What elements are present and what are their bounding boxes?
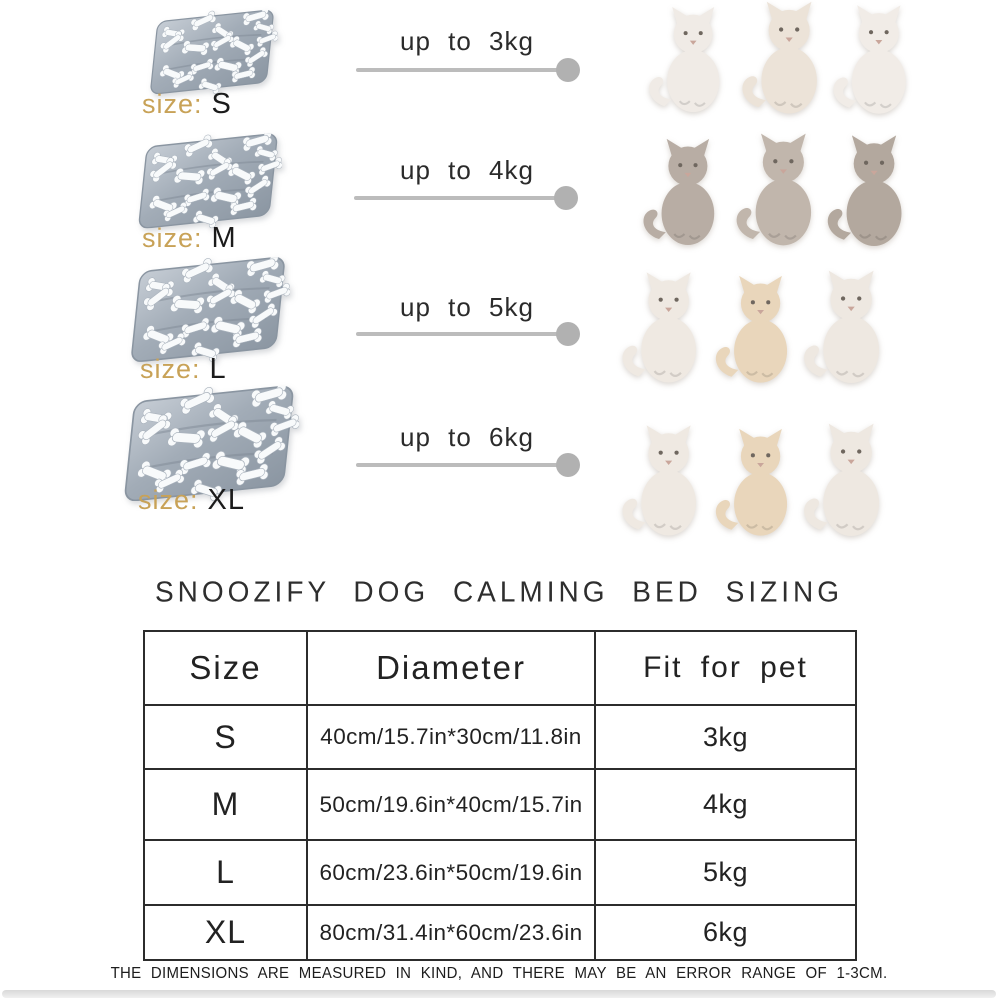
table-header-size: Size <box>145 632 308 706</box>
size-label-value: M <box>211 222 237 254</box>
mat-image-m <box>134 133 282 229</box>
size-label-prefix: size: <box>140 354 201 384</box>
size-label-prefix: size: <box>142 89 203 119</box>
weight-limit-text: up to 6kg <box>400 422 534 452</box>
table-header-diameter: Diameter <box>308 632 596 706</box>
table-cell-size: S <box>145 706 308 770</box>
indicator-line <box>354 196 557 200</box>
size-label-l <box>140 353 227 386</box>
table-header-fit: Fit for pet <box>596 632 855 706</box>
indicator-dot-icon <box>556 58 580 82</box>
mat-image-s <box>146 10 278 94</box>
cats-photo-row-4 <box>614 396 896 564</box>
table-cell-fit: 6kg <box>702 917 749 947</box>
table-cell-diameter: 60cm/23.6in*50cm/19.6in <box>308 841 596 906</box>
size-label-value: XL <box>207 484 246 516</box>
dimensions-disclaimer: THE DIMENSIONS ARE MEASURED IN KIND, AND THERE MAY BE AN ERROR RANGE OF 1-3CM. <box>110 964 888 983</box>
indicator-dot-icon <box>554 186 578 210</box>
page-title: SNOOZIFY DOG CALMING BED SIZING <box>155 575 843 608</box>
table-cell-diameter: 40cm/15.7in*30cm/11.8in <box>308 706 596 770</box>
table-cell-size: XL <box>145 906 308 959</box>
indicator-line <box>356 463 559 467</box>
bottom-edge-bar <box>2 990 996 998</box>
weight-indicator <box>356 58 580 82</box>
indicator-dot-icon <box>556 453 580 477</box>
weight-limit-text: up to 5kg <box>400 292 534 322</box>
cats-photo-row-2 <box>612 130 944 248</box>
sizing-table <box>143 630 857 961</box>
table-cell-size: L <box>145 841 308 906</box>
weight-indicator <box>354 186 578 210</box>
table-cell-size: M <box>145 770 308 841</box>
size-label-value: L <box>209 353 227 385</box>
cats-photo-row-1 <box>626 0 938 118</box>
size-label-xl <box>138 484 245 517</box>
weight-indicator <box>356 453 580 477</box>
size-label-prefix: size: <box>138 485 199 515</box>
table-cell-diameter: 80cm/31.4in*60cm/23.6in <box>308 906 596 959</box>
size-label-value: S <box>211 88 232 120</box>
weight-limit-text: up to 3kg <box>400 26 534 56</box>
size-label-s <box>142 88 232 121</box>
indicator-line <box>356 332 559 336</box>
cats-photo-row-3 <box>614 252 896 402</box>
table-cell-fit: 3kg <box>596 706 855 770</box>
table-cell-fit: 4kg <box>596 770 855 841</box>
table-cell-diameter: 50cm/19.6in*40cm/15.7in <box>308 770 596 841</box>
weight-limit-text: up to 4kg <box>400 155 534 185</box>
weight-indicator <box>356 322 580 346</box>
mat-image-l <box>126 257 290 362</box>
indicator-line <box>356 68 559 72</box>
table-cell-fit: 5kg <box>596 841 855 906</box>
size-label-prefix: size: <box>142 223 203 253</box>
size-label-m <box>142 222 237 255</box>
indicator-dot-icon <box>556 322 580 346</box>
